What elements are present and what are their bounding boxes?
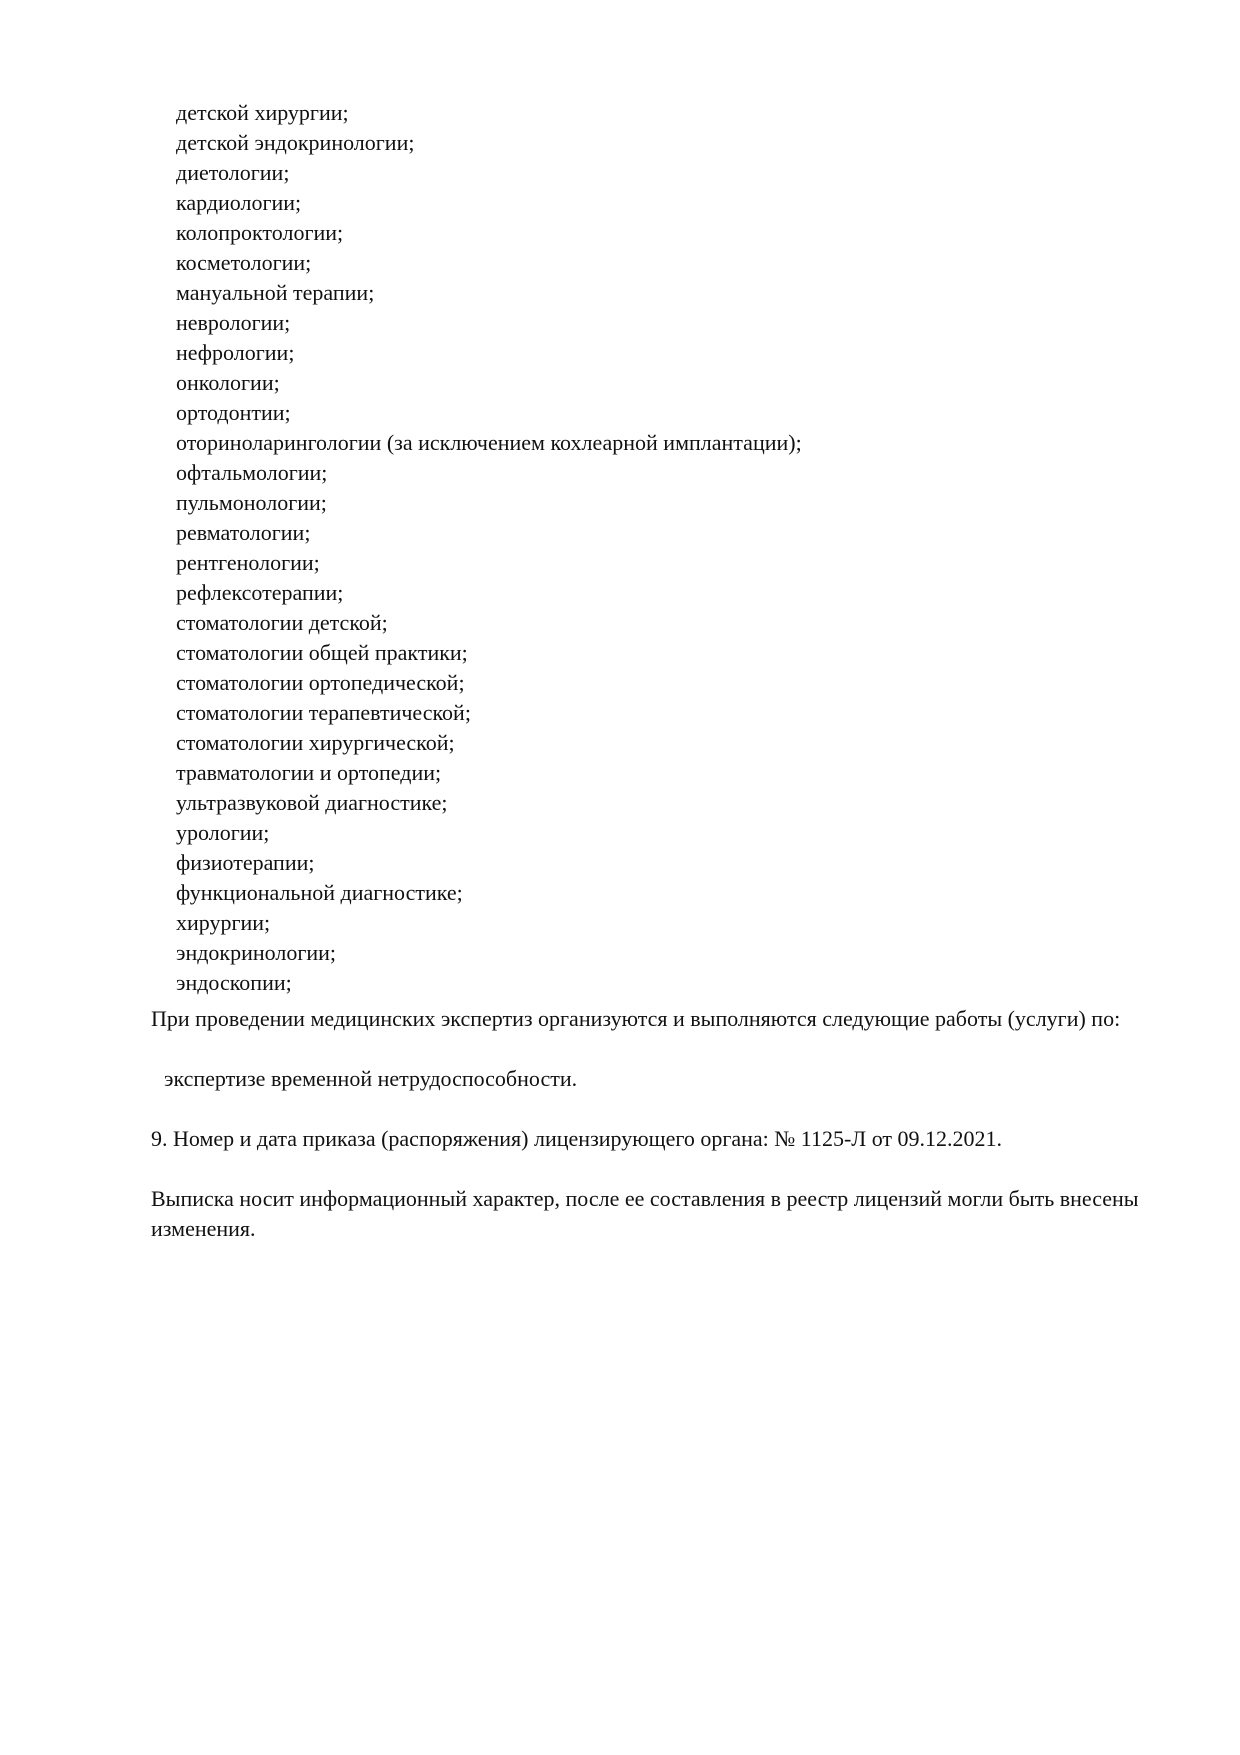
specialty-item: кардиологии; <box>176 190 302 215</box>
specialty-item: оториноларингологии (за исключением кохлеарной имплантации); <box>176 430 802 455</box>
specialty-item: травматологии и ортопедии; <box>176 760 442 785</box>
specialty-item: физиотерапии; <box>176 850 315 875</box>
specialty-item: ультразвуковой диагностике; <box>176 790 448 815</box>
specialty-item: косметологии; <box>176 250 312 275</box>
specialty-item: пульмонологии; <box>176 490 327 515</box>
specialty-item: ревматологии; <box>176 520 311 545</box>
specialty-item: мануальной терапии; <box>176 280 375 305</box>
specialty-item: рефлексотерапии; <box>176 580 344 605</box>
specialty-item: урологии; <box>176 820 270 845</box>
specialty-item: ортодонтии; <box>176 400 291 425</box>
disclaimer-text: Выписка носит информационный характер, после ее составления в реестр лицензий могли быть внесены изменения. <box>151 1186 1139 1241</box>
specialty-item: детской эндокринологии; <box>176 130 415 155</box>
specialty-item: стоматологии ортопедической; <box>176 670 465 695</box>
specialty-item: неврологии; <box>176 310 291 335</box>
specialty-item: офтальмологии; <box>176 460 328 485</box>
specialty-item: детской хирургии; <box>176 100 349 125</box>
specialty-item: стоматологии детской; <box>176 610 388 635</box>
specialty-item: хирургии; <box>176 910 271 935</box>
specialty-item: функциональной диагностике; <box>176 880 463 905</box>
expertise-item: экспертизе временной нетрудоспособности. <box>164 1066 578 1091</box>
specialty-item: стоматологии общей практики; <box>176 640 468 665</box>
expertise-intro: При проведении медицинских экспертиз организуются и выполняются следующие работы (услуги) по: <box>151 1006 1121 1031</box>
specialty-item: онкологии; <box>176 370 280 395</box>
specialty-item: стоматологии хирургической; <box>176 730 455 755</box>
specialty-item: диетологии; <box>176 160 290 185</box>
specialty-item: колопроктологии; <box>176 220 344 245</box>
specialty-item: стоматологии терапевтической; <box>176 700 471 725</box>
specialty-item: эндоскопии; <box>176 970 292 995</box>
specialty-item: рентгенологии; <box>176 550 320 575</box>
specialty-item: эндокринологии; <box>176 940 337 965</box>
specialty-list <box>176 98 802 998</box>
order-number-line: 9. Номер и дата приказа (распоряжения) лицензирующего органа: № 1125-Л от 09.12.2021. <box>151 1126 1003 1151</box>
specialty-item: нефрологии; <box>176 340 295 365</box>
